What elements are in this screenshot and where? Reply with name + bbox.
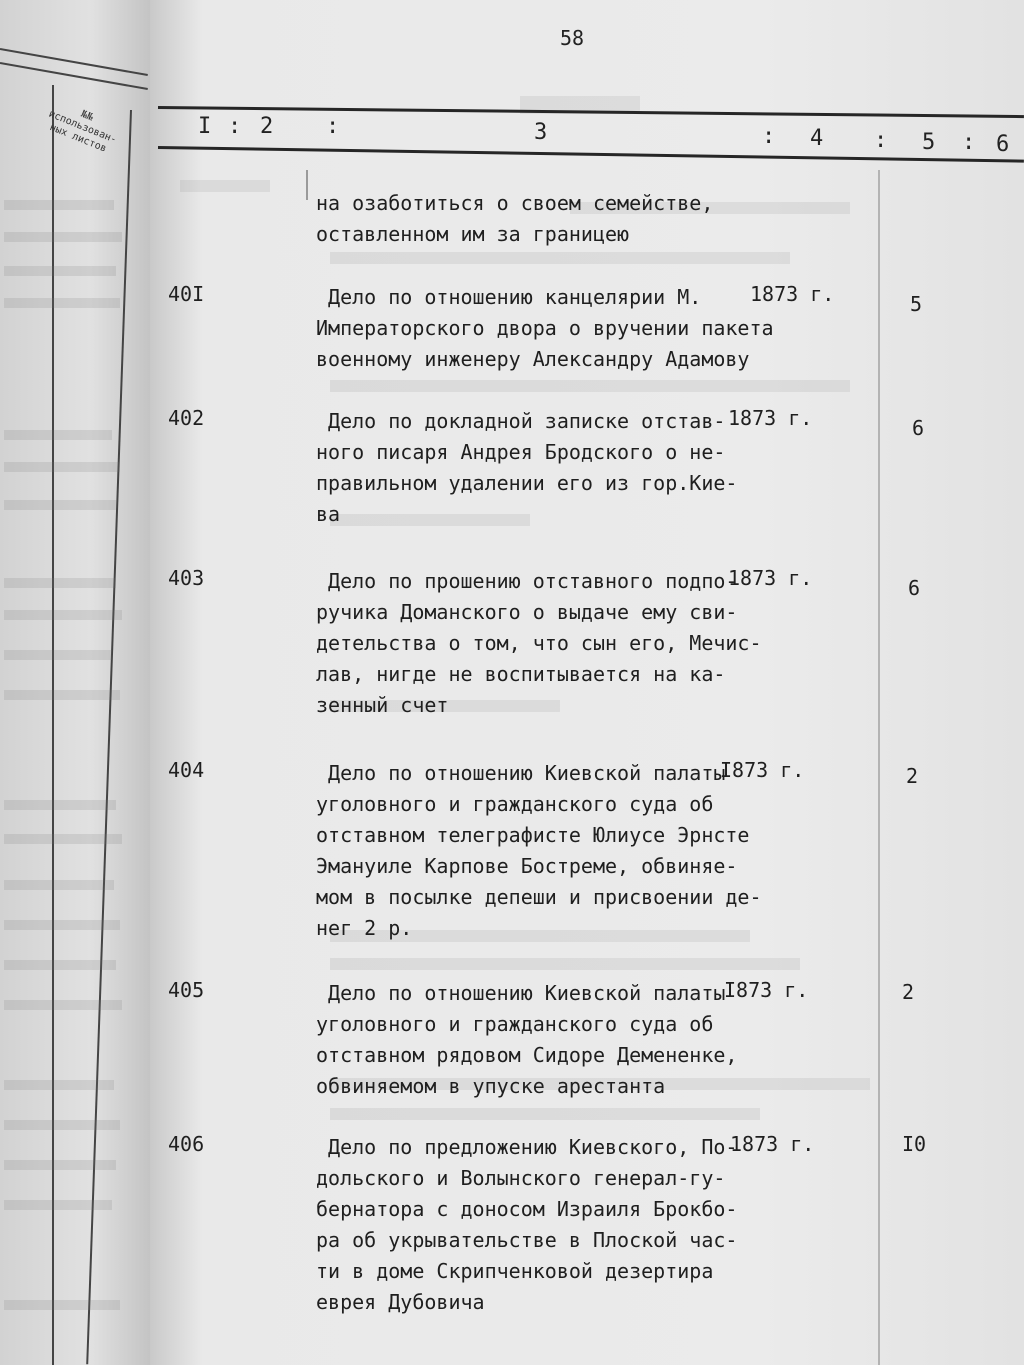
- bleed-through-line: [4, 462, 120, 472]
- left-page-rule: [0, 62, 148, 90]
- column-separator: :: [874, 128, 888, 153]
- entry-title: Дело по прошению отставного подпо- ручика Доманского о выдаче ему сви- детельства о том, что сын его, Мечис- лав, нигде не воспитывается на ка- зенный счет: [316, 569, 762, 717]
- entry-sheet-count: 2: [906, 764, 919, 788]
- entry-number: 402: [168, 406, 205, 430]
- entry-number: 405: [168, 978, 205, 1002]
- bleed-through-line: [4, 232, 122, 242]
- column-number-5: 5: [922, 130, 936, 155]
- bleed-through-line: [4, 266, 116, 276]
- page-number: 58: [560, 26, 585, 50]
- bleed-through-line: [4, 200, 114, 210]
- entry-sheet-count: 2: [902, 980, 915, 1004]
- bleed-through-line: [330, 1108, 760, 1120]
- document-page: [150, 0, 1024, 1365]
- column-divider: [306, 170, 308, 200]
- column-number-2: 2: [260, 114, 274, 139]
- entry-year: I873 г.: [720, 758, 805, 782]
- bleed-through-line: [4, 834, 122, 844]
- bleed-through-line: [330, 380, 850, 392]
- column-separator: :: [326, 114, 340, 139]
- left-page-column-rule: [52, 85, 54, 1365]
- continuation-text: на озаботиться о своем семействе, оставленном им за границею: [316, 191, 714, 246]
- bleed-through-line: [4, 1160, 116, 1170]
- bleed-through-line: [4, 650, 112, 660]
- bleed-through-line: [4, 690, 120, 700]
- column-divider: [878, 170, 880, 1365]
- entry-number: 403: [168, 566, 205, 590]
- bleed-through-line: [330, 252, 790, 264]
- entry-sheet-count: I0: [902, 1132, 927, 1156]
- bleed-through-line: [4, 298, 120, 308]
- column-number-row: [150, 114, 1024, 157]
- bleed-through-line: [4, 960, 116, 970]
- entry-number: 40I: [168, 282, 205, 306]
- bleed-through-line: [4, 1120, 120, 1130]
- left-facing-page: [0, 0, 150, 1365]
- bleed-through-line: [4, 1300, 120, 1310]
- entry-year: 1873 г.: [728, 406, 813, 430]
- bleed-through-line: [4, 1200, 112, 1210]
- entry-title: Дело по докладной записке отстав- ного писаря Андрея Бродского о не- правильном удалении его из гор.Кие- ва: [316, 409, 738, 526]
- entry-year: 1873 г.: [728, 566, 813, 590]
- entry-sheet-count: 6: [912, 416, 925, 440]
- column-number-1: I: [198, 114, 212, 139]
- bleed-through-line: [4, 578, 116, 588]
- entry-year: 1873 г.: [730, 1132, 815, 1156]
- entry-title: Дело по предложению Киевского, По- дольского и Волынского генерал-гу- бернатора с доносом Израиля Брокбо- ра об укрывательстве в Плоской час- ти в доме Скрипченковой дезертира еврея Дубовича: [316, 1135, 738, 1314]
- bleed-through-line: [4, 430, 112, 440]
- column-separator: :: [228, 114, 242, 139]
- column-number-4: 4: [810, 126, 824, 151]
- column-separator: :: [762, 124, 776, 149]
- bleed-through-line: [4, 880, 114, 890]
- column-number-6: 6: [996, 132, 1010, 157]
- entry-year: 1873 г.: [750, 282, 835, 306]
- bleed-through-line: [4, 1000, 122, 1010]
- bleed-through-line: [4, 920, 120, 930]
- entry-year: I873 г.: [724, 978, 809, 1002]
- column-separator: :: [962, 130, 976, 155]
- bleed-through-line: [4, 1080, 114, 1090]
- entry-title: Дело по отношению Киевской палаты уголовного и гражданского суда об отставном рядовом Сидоре Демененке, обвиняемом в упуске арестанта: [316, 981, 738, 1098]
- entry-number: 404: [168, 758, 205, 782]
- left-page-column-header: №№ использован-ных листов: [46, 108, 119, 155]
- bleed-through-line: [330, 958, 800, 970]
- bleed-through-line: [180, 180, 270, 192]
- entry-sheet-count: 5: [910, 292, 923, 316]
- entry-title: Дело по отношению канцелярии М. Императорского двора о вручении пакета военному инженеру Александру Адамову: [316, 285, 774, 371]
- column-number-3: 3: [534, 120, 548, 145]
- left-page-rule: [0, 48, 148, 76]
- entry-sheet-count: 6: [908, 576, 921, 600]
- entry-number: 406: [168, 1132, 205, 1156]
- entry-title: Дело по отношению Киевской палаты уголовного и гражданского суда об отставном телеграфисте Юлиусе Эрнсте Эмануиле Карпове Бостреме, обвиняе- мом в посылке депеши и присвоении де- нег 2 р.: [316, 761, 762, 940]
- bleed-through-line: [4, 610, 122, 620]
- bleed-through-line: [4, 800, 116, 810]
- bleed-through-line: [4, 500, 116, 510]
